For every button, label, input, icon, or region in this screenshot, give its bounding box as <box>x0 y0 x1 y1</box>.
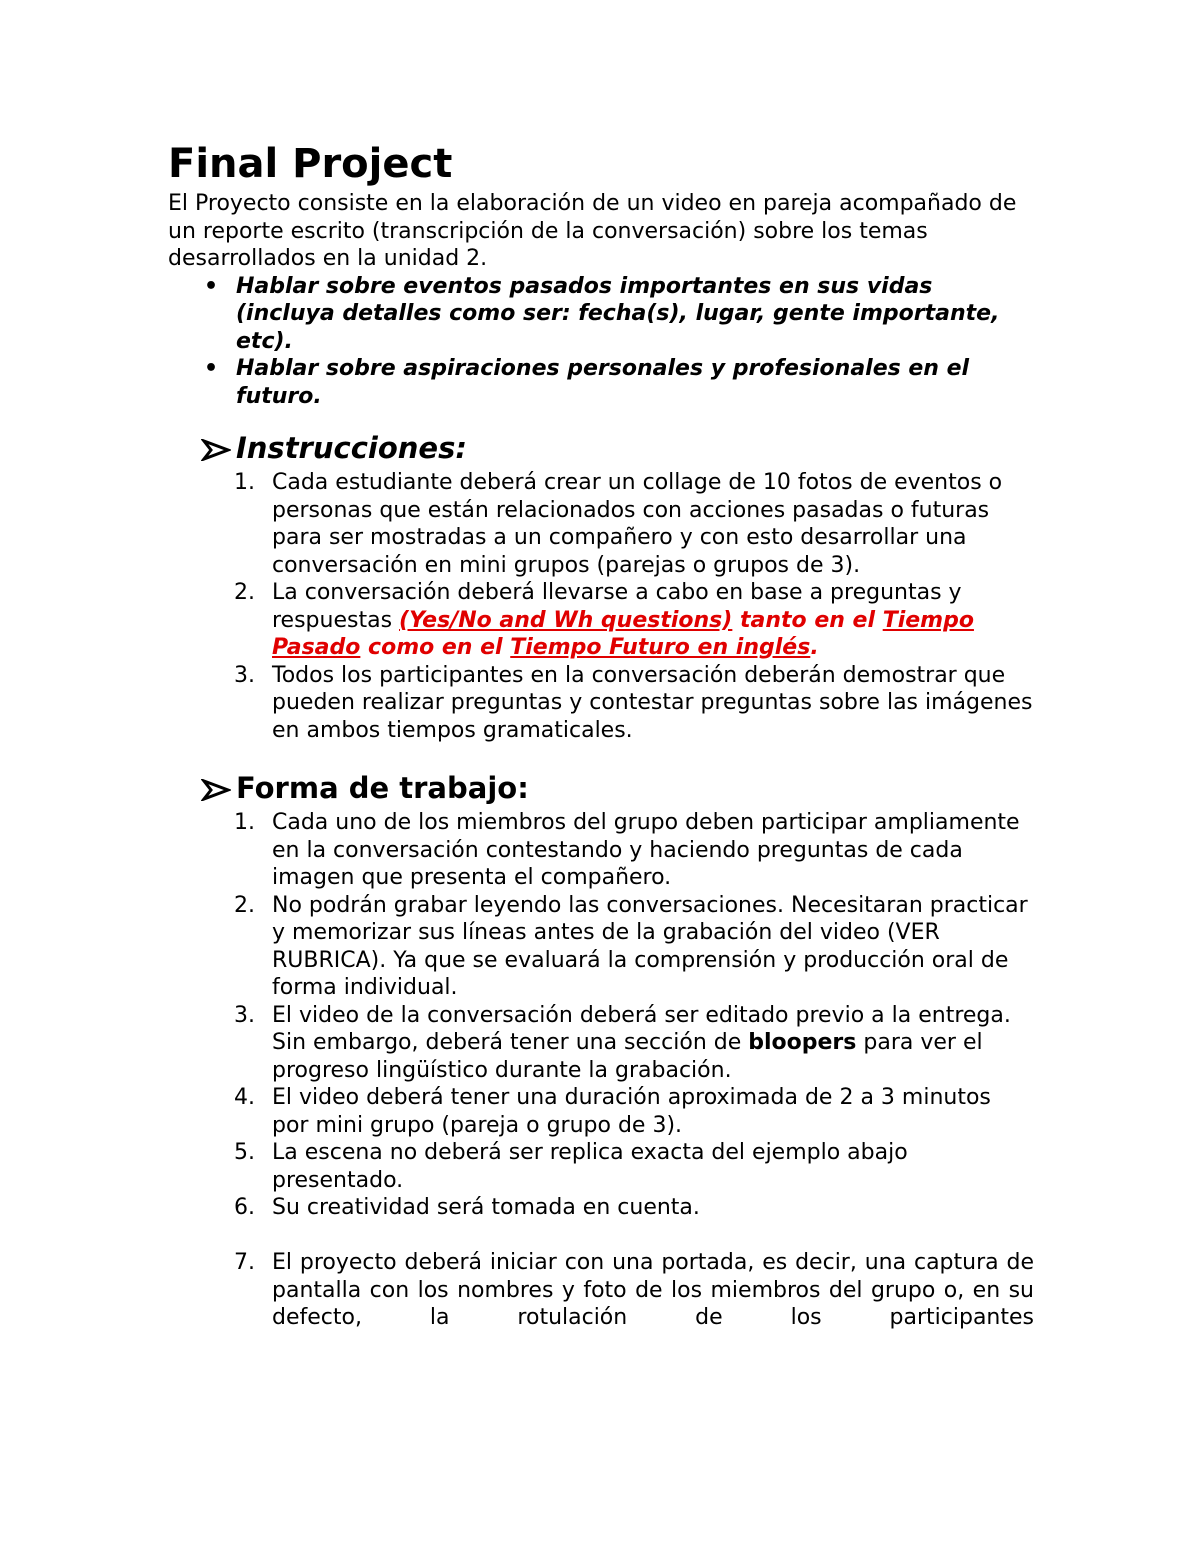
page-title: Final Project <box>168 141 453 187</box>
list-item: 5. La escena no deberá ser replica exacta del ejemplo abajo presentado. <box>234 1140 908 1193</box>
section-instrucciones <box>168 430 1034 744</box>
list-item: 2. No podrán grabar leyendo las conversaciones. Necesitaran practicar y memorizar sus líneas antes de la grabación del video (VER RUBRICA). Ya que se evaluará la comprensión y producción oral de forma individual. <box>234 892 1028 1000</box>
list-item: 3. El video de la conversación deberá ser editado previo a la entrega. Sin embargo, deberá tener una sección de bloopers para ver el progreso lingüístico durante la grabación. <box>234 1002 1011 1083</box>
list-item: 1. Cada uno de los miembros del grupo deben participar ampliamente en la conversación contestando y haciendo preguntas de cada imagen que presenta el compañero. <box>234 810 1020 890</box>
bullet-icon: • <box>204 356 219 381</box>
list-item: 2. La conversación deberá llevarse a cabo en base a preguntas y respuestas (Yes/No and Wh questions) tanto en el Tiempo Pasado como en el Tiempo Futuro en inglés. <box>234 580 974 660</box>
bullet-icon: • <box>204 273 219 299</box>
list-item: 7. El proyecto deberá iniciar con una portada, es decir, una captura de pantalla con los nombres y foto de los miembros del grupo o, en su defecto, la rotulación de los participantes <box>234 1250 1034 1330</box>
list-item: 1. Cada estudiante deberá crear un collage de 10 fotos de eventos o personas que están relacionados con acciones pasadas o futuras para ser mostradas a un compañero y con esto desarrollar una conversación en mini grupos (parejas o grupos de 3). <box>234 470 1003 578</box>
list-item: • Hablar sobre eventos pasados importantes en sus vidas (incluya detalles como ser: fecha(s), lugar, gente importante, etc). <box>204 273 1000 354</box>
document-body <box>168 140 1034 1332</box>
list-item: 4. El video deberá tener una duración aproximada de 2 a 3 minutos por mini grupo (pareja o grupo de 3). <box>234 1085 991 1138</box>
list-item: • Hablar sobre aspiraciones personales y profesionales en el futuro. <box>204 356 970 409</box>
arrow-bullet-icon <box>201 779 231 801</box>
arrow-bullet-icon <box>201 439 231 461</box>
section-heading: Forma de trabajo: <box>168 770 1034 806</box>
topic-list <box>168 273 1034 411</box>
instrucciones-list <box>168 469 1034 744</box>
forma-list <box>168 809 1034 1332</box>
list-item: 3. Todos los participantes en la conversación deberán demostrar que pueden realizar preguntas y contestar preguntas sobre las imágenes en ambos tiempos gramaticales. <box>234 662 1033 743</box>
section-heading: Instrucciones: <box>168 430 1034 466</box>
list-item: 6. Su creatividad será tomada en cuenta. <box>234 1195 700 1220</box>
section-forma-de-trabajo <box>168 770 1034 1332</box>
intro-paragraph: El Proyecto consiste en la elaboración de un video en pareja acompañado de un reporte escrito (transcripción de la conversación) sobre los temas desarrollados en la unidad 2. <box>168 191 1017 271</box>
